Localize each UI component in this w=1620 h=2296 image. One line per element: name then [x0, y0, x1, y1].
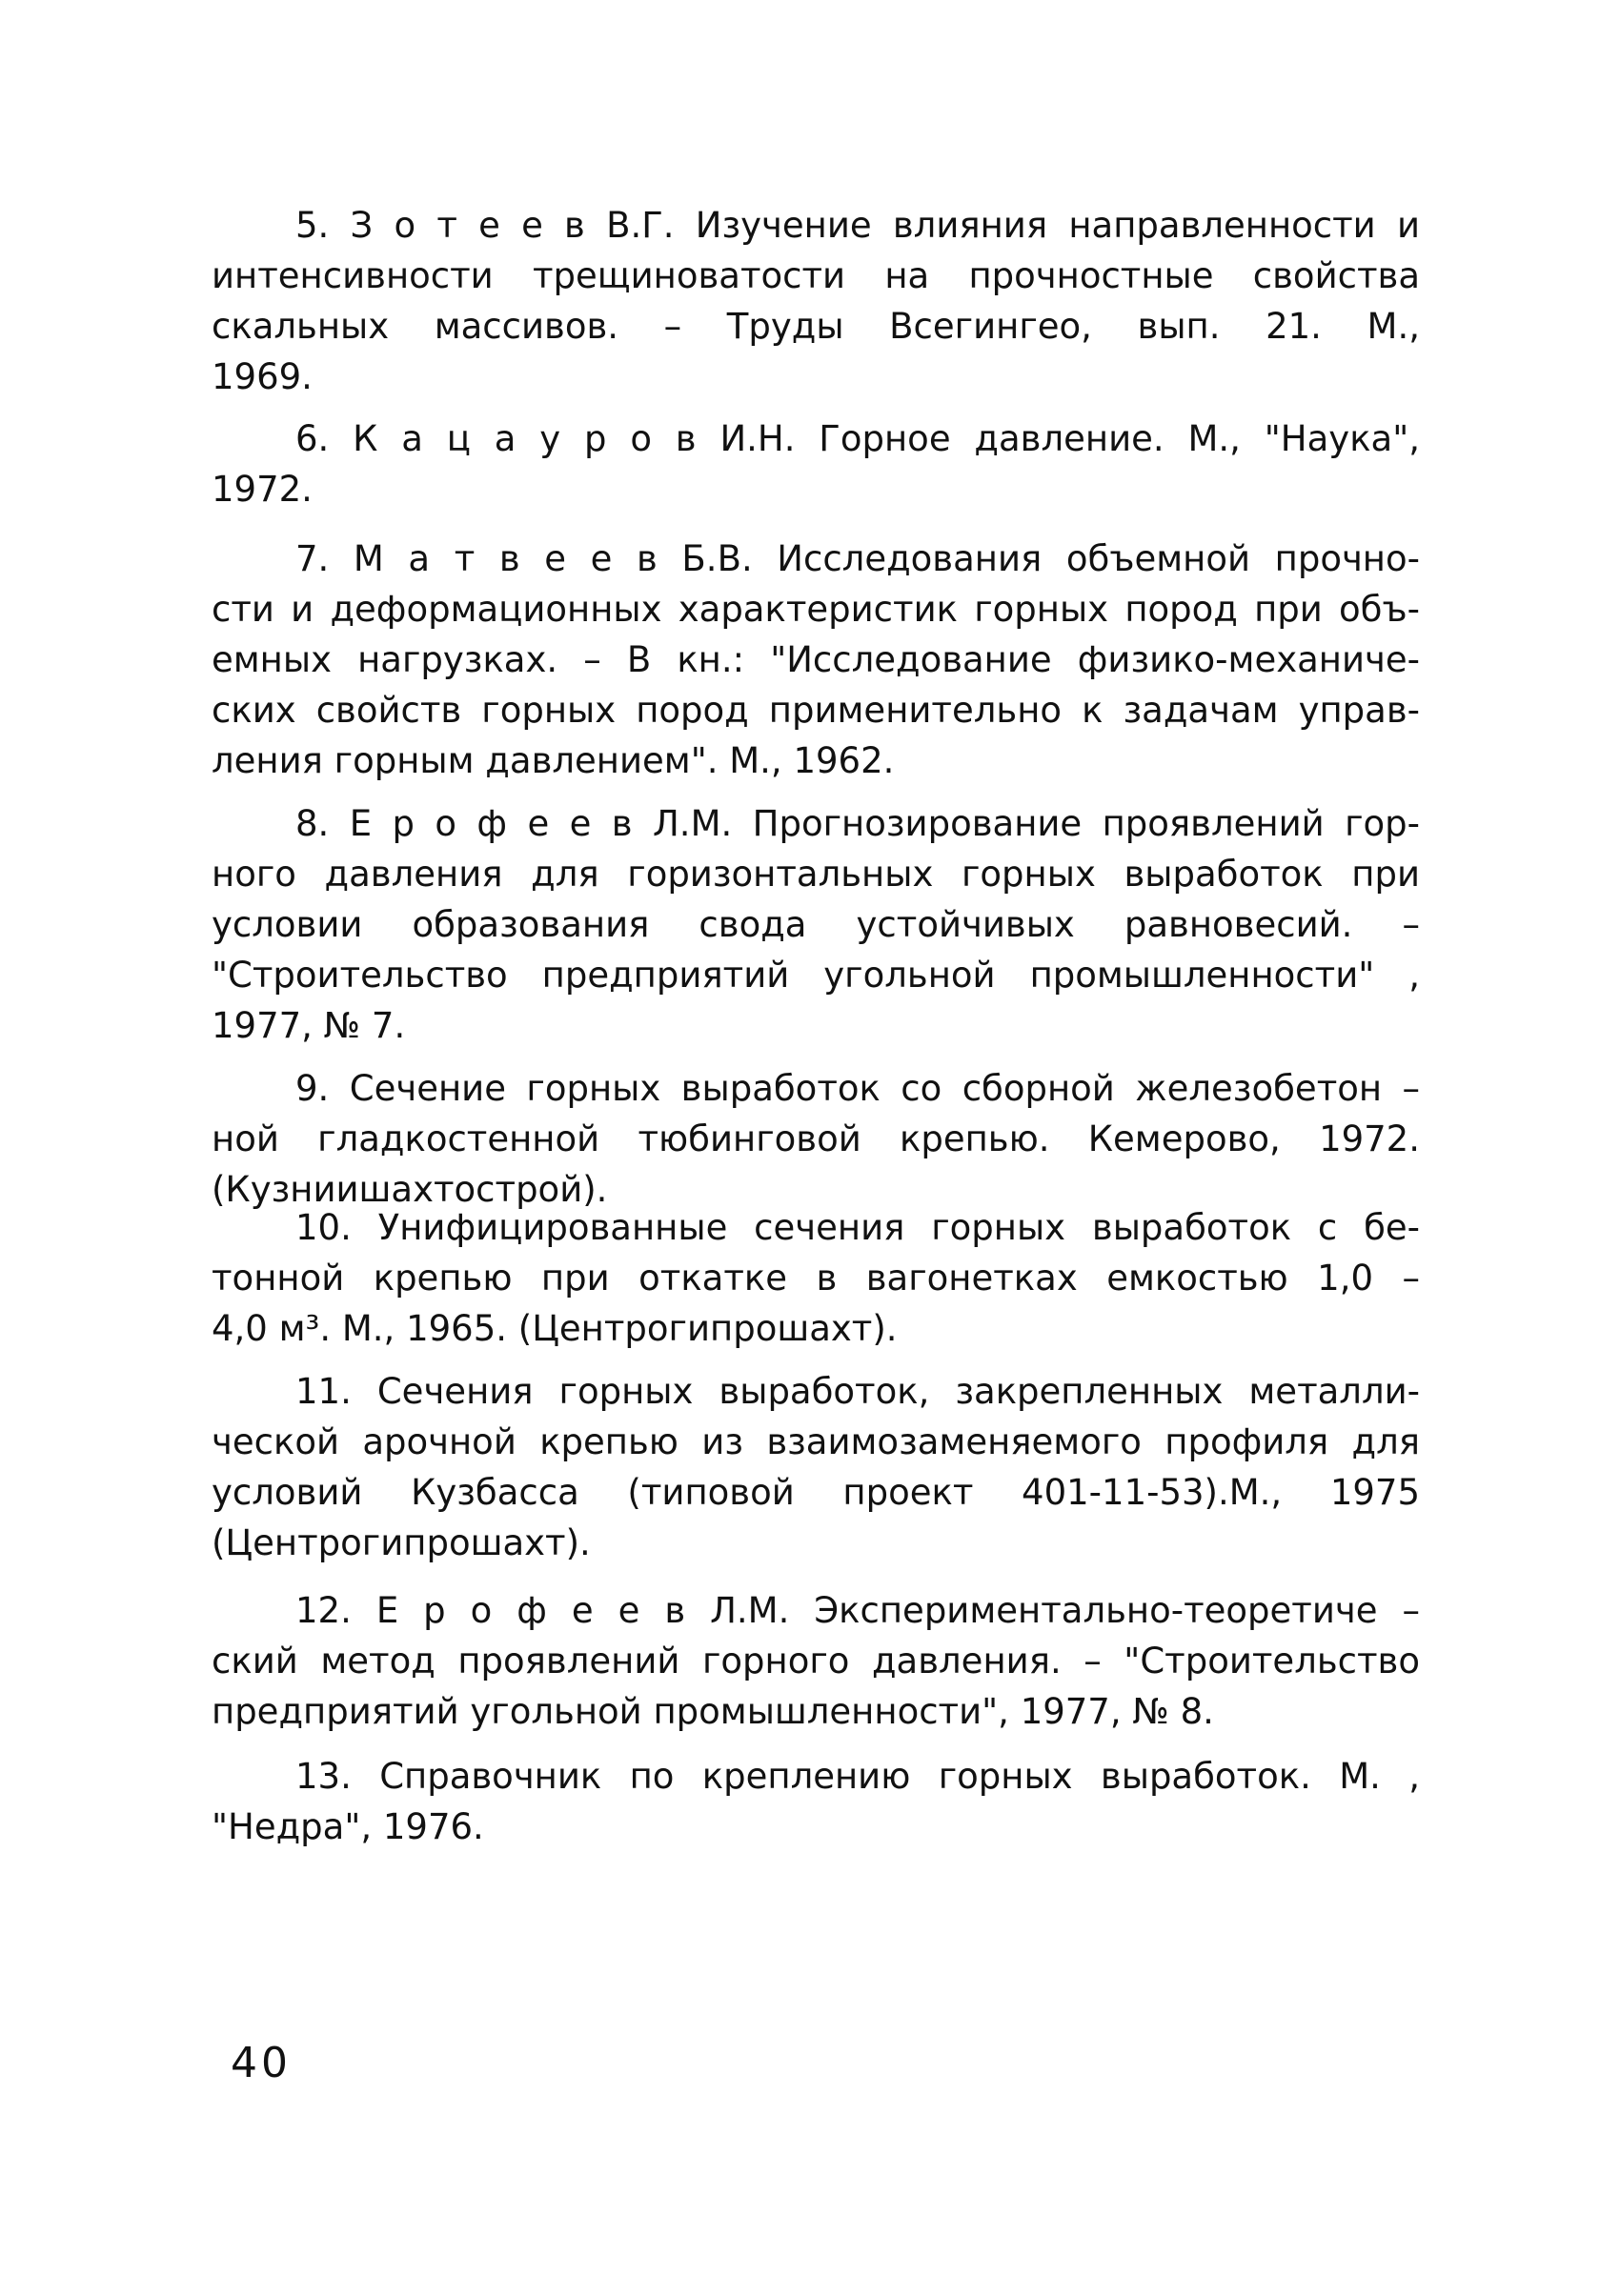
reference-line: емных нагрузках. – В кн.: "Исследование физико-механиче- — [212, 639, 1420, 680]
reference-line: 6. К а ц а у р о в И.Н. Горное давление. М., "Наука", — [295, 418, 1420, 459]
reference-line: (Кузниишахтострой). — [212, 1169, 608, 1210]
reference-entry — [212, 534, 1420, 786]
reference-line: условии образования свода устойчивых равновесий. – — [212, 904, 1420, 945]
reference-line: 10. Унифицированные сечения горных выработок с бе- — [295, 1207, 1420, 1248]
reference-line: скальных массивов. – Труды Всегингео, вып. 21. М., — [212, 306, 1420, 347]
reference-line: ного давления для горизонтальных горных выработок при — [212, 854, 1420, 895]
reference-line: "Недра", 1976. — [212, 1806, 484, 1847]
reference-entry — [212, 798, 1420, 1051]
reference-line: 13. Справочник по креплению горных выработок. М. , — [295, 1756, 1420, 1797]
reference-line: интенсивности трещиноватости на прочностные свойства — [212, 255, 1420, 296]
reference-line: ной гладкостенной тюбинговой крепью. Кемерово, 1972. — [212, 1118, 1420, 1159]
reference-line: 1977, № 7. — [212, 1005, 406, 1046]
reference-line: предприятий угольной промышленности", 1977, № 8. — [212, 1691, 1214, 1732]
reference-line: 5. З о т е е в В.Г. Изучение влияния направленности и — [295, 205, 1420, 246]
reference-entry — [212, 200, 1420, 402]
reference-line: ческой арочной крепью из взаимозаменяемого профиля для — [212, 1421, 1420, 1462]
reference-line: 7. М а т в е е в Б.В. Исследования объемной прочно- — [295, 538, 1420, 579]
reference-line: (Центрогипрошахт). — [212, 1522, 591, 1563]
reference-line: 1969. — [212, 356, 313, 397]
reference-line: тонной крепью при откатке в вагонетках емкостью 1,0 – — [212, 1258, 1420, 1299]
reference-entry — [212, 1585, 1420, 1737]
reference-entry — [212, 1063, 1420, 1215]
reference-entry — [212, 1751, 1420, 1852]
page-number: 40 — [231, 2039, 292, 2087]
reference-line: "Строительство предприятий угольной промышленности" , — [212, 955, 1420, 996]
reference-line: ских свойств горных пород применительно к задачам управ- — [212, 690, 1420, 731]
reference-entry — [212, 1202, 1420, 1354]
reference-entry — [212, 413, 1420, 514]
reference-line: сти и деформационных характеристик горных пород при объ- — [212, 589, 1420, 630]
reference-line: ский метод проявлений горного давления. – "Строительство — [212, 1641, 1420, 1682]
reference-entry — [212, 1366, 1420, 1568]
reference-line: 1972. — [212, 469, 313, 510]
reference-line: 8. Е р о ф е е в Л.М. Прогнозирование проявлений гор- — [295, 803, 1420, 844]
reference-line: условий Кузбасса (типовой проект 401-11-53).М., 1975 — [212, 1472, 1420, 1513]
reference-line: ления горным давлением". М., 1962. — [212, 740, 895, 781]
reference-line: 4,0 м³. М., 1965. (Центрогипрошахт). — [212, 1308, 898, 1349]
reference-line: 9. Сечение горных выработок со сборной железобетон – — [295, 1068, 1420, 1109]
reference-line: 11. Сечения горных выработок, закрепленных металли- — [295, 1371, 1420, 1412]
reference-line: 12. Е р о ф е е в Л.М. Экспериментально-теоретиче – — [295, 1590, 1420, 1631]
